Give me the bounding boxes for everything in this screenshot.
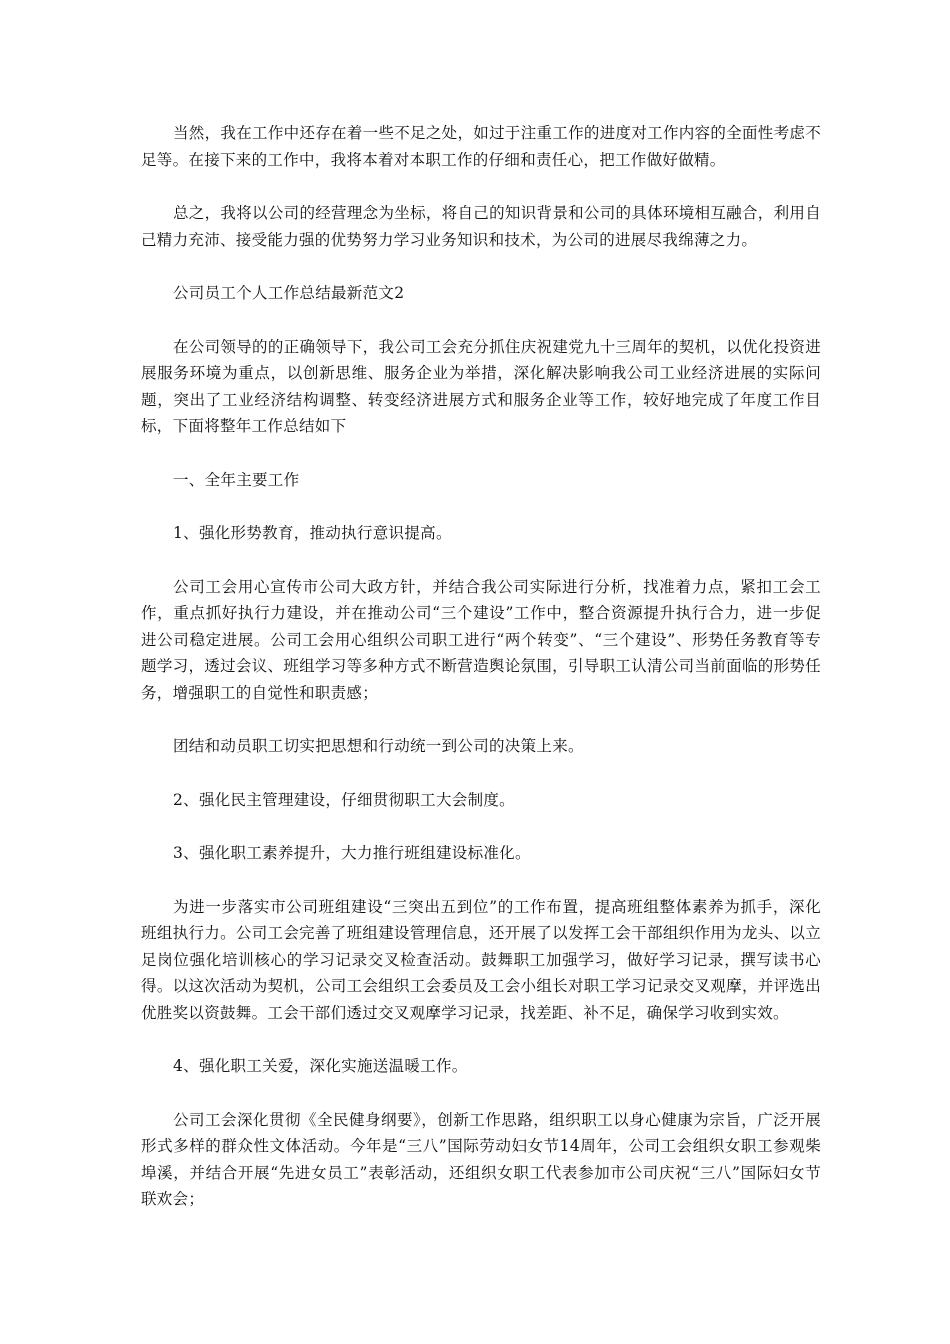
subheading-3: 3、强化职工素养提升，大力推行班组建设标准化。: [173, 844, 531, 862]
subheading-4: 4、强化职工关爱，深化实施送温暖工作。: [173, 1057, 468, 1075]
paragraph-propaganda: 公司工会用心宣传市公司大政方针，并结合我公司实际进行分析，找准着力点，紧扣工会工作，重点抓好执行力建设，并在推动公司“三个建设”工作中，整合资源提升执行合力，进一步促进公司稳定进展。公司工会用心组织公司职工进行“两个转变”、“三个建设”、形势任务教育等专题学习，透过会议、班组学习等多种方式不断营造舆论氛围，引导职工认清公司当前面临的形势任务，增强职工的自觉性和职责感；: [141, 577, 821, 702]
paragraph-shortcomings: 当然，我在工作中还存在着一些不足之处，如过于注重工作的进度对工作内容的全面性考虑不足等。在接下来的工作中，我将本着对本职工作的仔细和责任心，把工作做好做精。: [141, 124, 821, 169]
paragraph-team-building: 为进一步落实市公司班组建设“三突出五到位”的工作布置，提高班组整体素养为抓手，深化班组执行力。公司工会完善了班组建设管理信息，还开展了以发挥工会干部组织作用为龙头、以立足岗位强化培训核心的学习记录交叉检查活动。鼓舞职工加强学习，做好学习记录，撰写读书心得。以这次活动为契机，公司工会组织工会委员及工会小组长对职工学习记录交叉观摩，并评选出优胜奖以资鼓舞。工会干部们透过交叉观摩学习记录，找差距、补不足，确保学习收到实效。: [141, 897, 821, 1022]
document-title-2: 公司员工个人工作总结最新范文2: [173, 284, 405, 302]
section-heading-main-work: 一、全年主要工作: [173, 470, 300, 489]
subheading-2: 2、强化民主管理建设，仔细贯彻职工大会制度。: [173, 790, 515, 809]
paragraph-intro: 在公司领导的的正确领导下，我公司工会充分抓住庆祝建党九十三周年的契机，以优化投资进展服务环境为重点，以创新思维、服务企业为举措，深化解决影响我公司工业经济进展的实际问题，突出了工业经济结构调整、转变经济进展方式和服务企业等工作，较好地完成了年度工作目标，下面将整年工作总结如下: [141, 337, 821, 435]
subheading-1: 1、强化形势教育，推动执行意识提高。: [173, 524, 452, 542]
paragraph-unity: 团结和动员职工切实把思想和行动统一到公司的决策上来。: [173, 737, 584, 755]
document-page: [141, 120, 821, 1240]
paragraph-fitness: 公司工会深化贯彻《全民健身纲要》，创新工作思路，组织职工以身心健康为宗旨，广泛开展形式多样的群众性文体活动。今年是“三八”国际劳动妇女节14周年，公司工会组织女职工参观柴埠溪，并结合开展“先进女员工”表彰活动，还组织女职工代表参加市公司庆祝“三八”国际妇女节联欢会；: [141, 1110, 821, 1208]
paragraph-conclusion: 总之，我将以公司的经营理念为坐标，将自己的知识背景和公司的具体环境相互融合，利用自己精力充沛、接受能力强的优势努力学习业务知识和技术，为公司的进展尽我绵薄之力。: [141, 204, 821, 249]
